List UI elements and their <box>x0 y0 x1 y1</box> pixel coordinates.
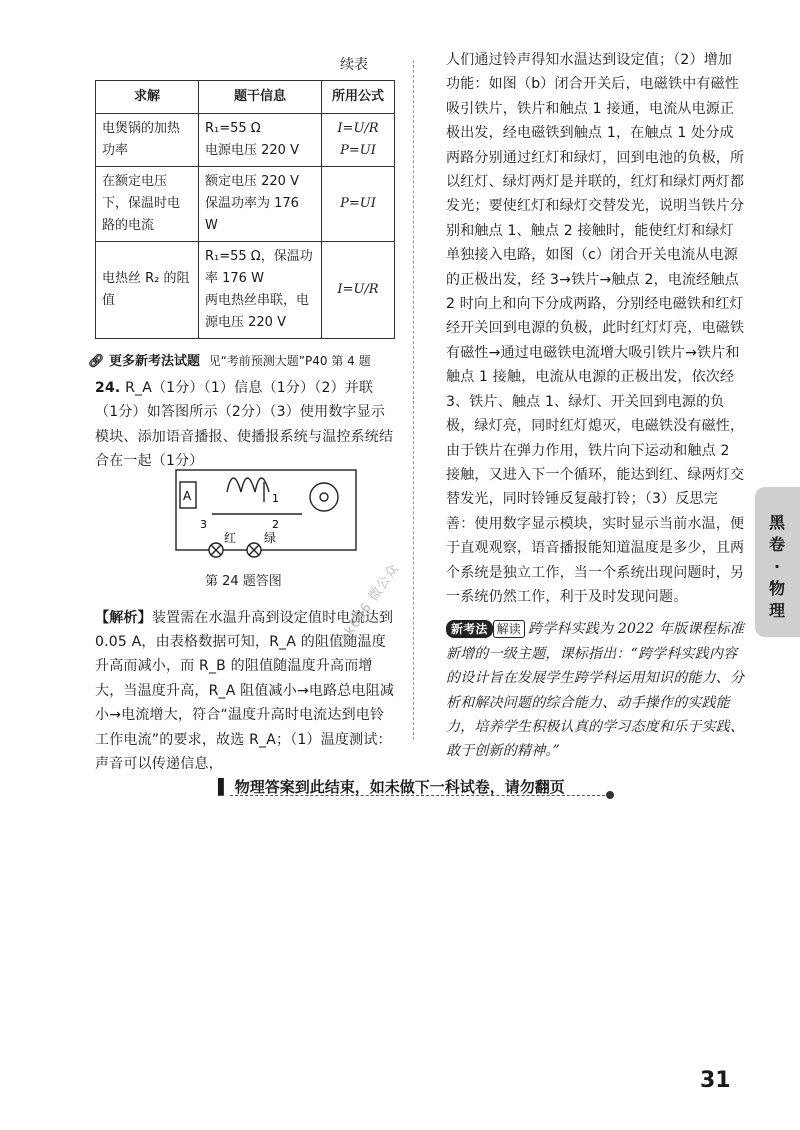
analysis-tag: 【解析】 <box>95 609 152 626</box>
table-row <box>96 242 395 339</box>
bell-center <box>320 493 328 501</box>
cell-solve: 电煲锅的加热功率 <box>96 114 199 167</box>
info-line: 保温功率为 176 W <box>205 196 299 233</box>
table-row <box>96 114 395 167</box>
question-answer: R_A（1分）（1）信息（1分）（2）并联（1分）如答图所示（2分）（3）使用数字显示模块、添加语音播报、使播报系统与温控系统结合在一起（1分） <box>95 380 394 470</box>
link-icon: 🔗︎ <box>88 354 105 369</box>
right-paragraph: 人们通过铃声得知水温达到设定值；（2）增加功能：如图（b）闭合开关后，电磁铁中有磁性吸引铁片，铁片和触点 1 接通，电流从电源正极出发，经电磁铁到触点 1，在触点 1 处分成两路分别通过红灯和绿灯，回到电池的负极，所以红灯、绿灯两灯是并联的，红灯和绿灯两灯都发光；要使红灯和绿灯交替发光，说明当铁片分别和触点 1、触点 2 接触时，能使红灯和绿灯单独接入电路，如图（c）闭合开关电流从电源的正极出发，经 3→铁片→触点 2，电流经触点 2 时向上和向下分成两路，分别经电磁铁和红灯经开关回到电源的负极，此时红灯灯亮，电磁铁有磁性→通过电磁铁电流增大吸引铁片→铁片和触点 1 接触，电流从电源的正极出发，依次经 3、铁片、触点 1、绿灯、开关回到电源的负极，绿灯亮，同时红灯熄灭，电磁铁没有磁性，由于铁片在弹力作用，铁片向下运动和触点 2 接触，又进入下一个循环，能达到红、绿两灯交替发光，同时铃锤反复敲打铃；（3）反思完善：使用数字显示模块，实时显示当前水温，便于直观观察，语音播报能知道温度是多少，且两个系统是独立工作，当一个系统出现问题时，另一系统仍然工作，利于及时发现问题。 <box>446 52 745 605</box>
analysis-text: 装置需在水温升高到设定值时电流达到 0.05 A，由表格数据可知，R_A 的阻值随温度升高而减小，而 R_B 的阻值随温度升高而增大，当温度升高，R_A 阻值减小→电路总电阻减小→电流增大，符合“温度升高时电流达到电铃工作电流”的要求，故选 R_A；（1）温度测试：声音可以传递信息， <box>95 609 395 773</box>
column-divider <box>413 60 414 740</box>
section-heading <box>88 350 371 369</box>
info-line: 源电压 220 V <box>205 315 286 330</box>
table-caption: 续表 <box>340 57 368 73</box>
section-ref: 见“考前预测大题”P40 第 4 题 <box>208 354 371 368</box>
circuit-diagram <box>172 462 362 570</box>
question-24 <box>95 376 395 474</box>
header-info: 题干信息 <box>199 81 322 114</box>
info-line: 率 176 W <box>205 271 264 286</box>
interpretation-tag: 解读 <box>493 620 525 638</box>
label-a: A <box>183 489 192 503</box>
question-number: 24. <box>95 380 121 396</box>
subject-side-tab <box>755 487 800 637</box>
footer-dashed-line <box>230 795 610 796</box>
new-method-note <box>446 617 746 763</box>
cell-info <box>199 114 322 167</box>
info-line: 额定电压 220 V <box>205 174 299 189</box>
note-text: 跨学科实践为 2022 年版课程标准新增的一级主题，课标指出：“跨学科实践内容的设计旨在发展学生跨学科运用知识的能力、分析和解决问题的综合能力、动手操作的实践能力，培养学生积极认真的学习态度和乐于实践、敢于创新的精神。” <box>446 621 745 760</box>
right-column <box>446 48 746 764</box>
header-formula: 所用公式 <box>322 81 395 114</box>
new-method-tag: 新考法 <box>446 620 493 638</box>
cell-formula: P=UI <box>322 167 395 242</box>
cell-solve: 在额定电压下，保温时电路的电流 <box>96 167 199 242</box>
bar-chart-icon: ▌ <box>218 778 230 796</box>
label-3: 3 <box>200 518 207 531</box>
table-header-row <box>96 81 395 114</box>
label-2: 2 <box>272 518 279 531</box>
formula-table <box>95 80 395 339</box>
section-title: 更多新考法试题 <box>109 354 201 369</box>
figure-caption: 第 24 题答图 <box>205 574 282 589</box>
cell-formula: I=U/R P=UI <box>322 114 395 167</box>
page-number: 31 <box>700 1068 731 1093</box>
cell-solve: 电热丝 R₂ 的阻值 <box>96 242 199 339</box>
info-line: 两电热丝串联，电 <box>205 293 310 308</box>
footer-notice <box>218 776 565 797</box>
bell <box>310 483 338 511</box>
label-green: 绿 <box>264 531 277 545</box>
electromagnet-coil <box>227 478 269 492</box>
cell-info <box>199 167 322 242</box>
footer-dot-icon <box>606 791 614 799</box>
cell-info <box>199 242 322 339</box>
watermark: zsk666 微公众 <box>333 561 403 651</box>
label-red: 红 <box>224 531 237 545</box>
footer-text: 物理答案到此结束，如未做下一科试卷，请勿翻页 <box>234 778 565 796</box>
cell-formula: I=U/R <box>322 242 395 339</box>
table-row <box>96 167 395 242</box>
label-1: 1 <box>272 492 279 505</box>
info-line: R₁=55 Ω，保温功 <box>205 249 313 264</box>
info-line: R₁=55 Ω <box>205 121 261 136</box>
info-line: 电源电压 220 V <box>205 143 299 158</box>
header-solve: 求解 <box>96 81 199 114</box>
side-tab-label: 黑卷·物理 <box>768 513 785 620</box>
